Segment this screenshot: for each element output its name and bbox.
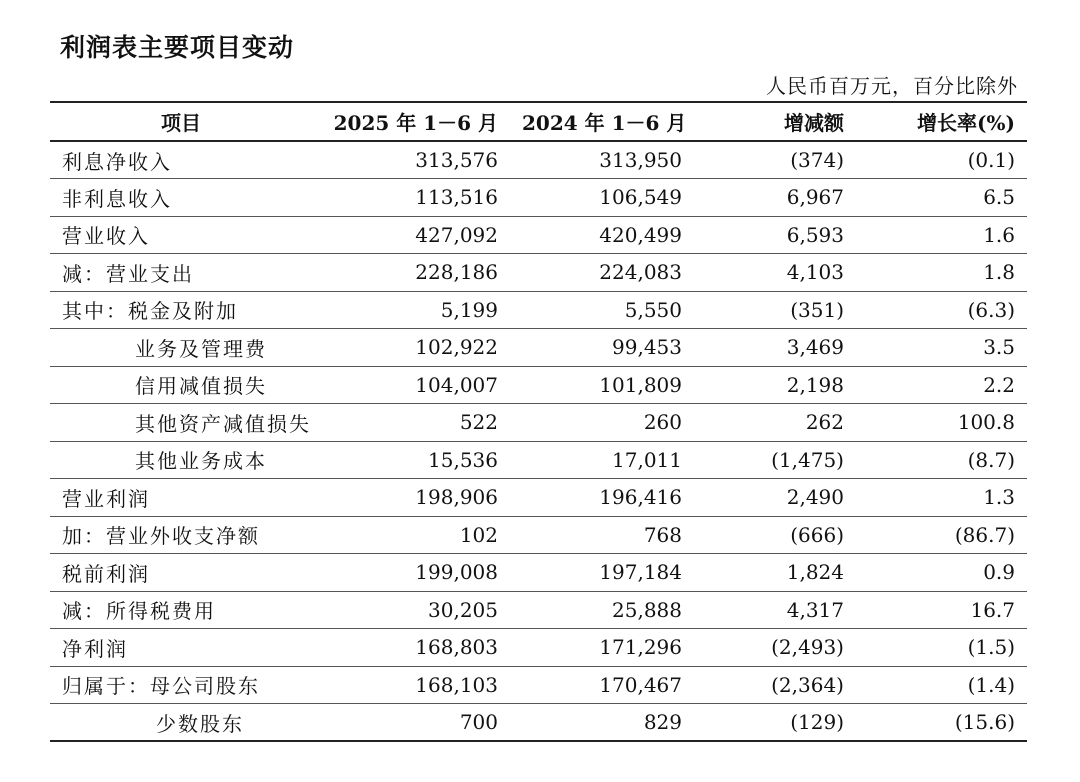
value-2024h1: 99,453 bbox=[612, 335, 682, 360]
table-body bbox=[50, 141, 1027, 741]
table-row bbox=[50, 704, 1027, 742]
value-change: 262 bbox=[805, 410, 844, 435]
value-2024h1: 196,416 bbox=[599, 485, 682, 510]
value-growth-rate: 100.8 bbox=[957, 410, 1015, 435]
column-header-growth-rate: 增长率(%) bbox=[917, 111, 1015, 135]
value-growth-rate: 0.9 bbox=[983, 560, 1015, 585]
value-change: (2,364) bbox=[771, 672, 844, 697]
value-2025h1: 228,186 bbox=[415, 260, 498, 285]
value-change: 3,469 bbox=[786, 335, 844, 360]
value-2025h1: 168,803 bbox=[415, 635, 498, 660]
value-growth-rate: (1.4) bbox=[967, 672, 1015, 697]
table-row bbox=[50, 666, 1027, 704]
column-header-2025h1: 2025 年 1－6 月 bbox=[333, 111, 498, 135]
value-growth-rate: 1.6 bbox=[983, 222, 1015, 247]
row-label: 加：营业外收支净额 bbox=[62, 524, 260, 549]
value-2024h1: 101,809 bbox=[599, 372, 682, 397]
table-row bbox=[50, 366, 1027, 404]
table-row bbox=[50, 404, 1027, 442]
table-row bbox=[50, 216, 1027, 254]
value-2024h1: 260 bbox=[643, 410, 682, 435]
value-growth-rate: 6.5 bbox=[983, 185, 1015, 210]
value-change: 2,490 bbox=[786, 485, 844, 510]
column-header-item: 项目 bbox=[161, 111, 201, 135]
value-2025h1: 5,199 bbox=[440, 297, 498, 322]
value-change: 6,967 bbox=[786, 185, 844, 210]
row-label: 其中：税金及附加 bbox=[62, 299, 238, 324]
value-change: (374) bbox=[790, 148, 844, 172]
table-row bbox=[50, 479, 1027, 517]
row-label: 归属于：母公司股东 bbox=[62, 674, 260, 699]
row-label: 其他业务成本 bbox=[135, 449, 267, 474]
value-2025h1: 15,536 bbox=[428, 447, 498, 472]
row-label: 营业收入 bbox=[62, 224, 150, 249]
row-label: 其他资产减值损失 bbox=[135, 411, 311, 436]
value-2025h1: 198,906 bbox=[415, 485, 498, 510]
value-2024h1: 170,467 bbox=[599, 672, 682, 697]
value-growth-rate: (8.7) bbox=[967, 447, 1015, 472]
value-2024h1: 5,550 bbox=[624, 297, 682, 322]
table-header-row bbox=[50, 102, 1027, 141]
income-statement-table bbox=[50, 101, 1027, 742]
value-2024h1: 17,011 bbox=[612, 447, 682, 472]
row-label: 税前利润 bbox=[62, 561, 150, 586]
value-change: 2,198 bbox=[786, 372, 844, 397]
column-header-change: 增减额 bbox=[784, 111, 844, 135]
value-2025h1: 102 bbox=[459, 522, 498, 547]
table-row bbox=[50, 591, 1027, 629]
value-2024h1: 106,549 bbox=[599, 185, 682, 210]
value-change: 6,593 bbox=[786, 222, 844, 247]
value-2024h1: 829 bbox=[643, 710, 682, 734]
table-row bbox=[50, 141, 1027, 179]
value-2024h1: 171,296 bbox=[599, 635, 682, 660]
value-change: 4,103 bbox=[786, 260, 844, 285]
row-label: 净利润 bbox=[62, 636, 128, 661]
row-label: 利息净收入 bbox=[62, 149, 172, 174]
value-2024h1: 25,888 bbox=[612, 597, 682, 622]
table-row bbox=[50, 329, 1027, 367]
table-row bbox=[50, 179, 1027, 217]
value-growth-rate: 16.7 bbox=[970, 597, 1015, 622]
row-label: 少数股东 bbox=[156, 711, 244, 736]
value-growth-rate: (1.5) bbox=[967, 635, 1015, 660]
value-2025h1: 522 bbox=[459, 410, 498, 435]
value-2024h1: 224,083 bbox=[599, 260, 682, 285]
column-header-2024h1: 2024 年 1－6 月 bbox=[522, 111, 687, 135]
row-label: 非利息收入 bbox=[62, 186, 172, 211]
table-row bbox=[50, 254, 1027, 292]
value-2025h1: 30,205 bbox=[428, 597, 498, 622]
value-2025h1: 113,516 bbox=[415, 185, 498, 210]
value-2024h1: 768 bbox=[643, 522, 682, 547]
row-label: 减：营业支出 bbox=[62, 261, 194, 286]
value-change: (666) bbox=[790, 522, 844, 547]
table-row bbox=[50, 291, 1027, 329]
row-label: 减：所得税费用 bbox=[62, 599, 216, 624]
value-2025h1: 104,007 bbox=[415, 372, 498, 397]
value-growth-rate: 1.8 bbox=[983, 260, 1015, 285]
table-row bbox=[50, 516, 1027, 554]
value-change: 1,824 bbox=[786, 560, 844, 585]
value-growth-rate: 3.5 bbox=[983, 335, 1015, 360]
value-change: 4,317 bbox=[786, 597, 844, 622]
row-label: 业务及管理费 bbox=[135, 336, 267, 361]
unit-note: 人民币百万元，百分比除外 bbox=[766, 74, 1018, 98]
value-2025h1: 313,576 bbox=[415, 148, 498, 172]
value-growth-rate: 2.2 bbox=[983, 372, 1015, 397]
value-change: (129) bbox=[790, 710, 844, 734]
value-2025h1: 199,008 bbox=[415, 560, 498, 585]
value-change: (351) bbox=[790, 297, 844, 322]
value-growth-rate: (15.6) bbox=[954, 710, 1015, 734]
value-2024h1: 420,499 bbox=[599, 222, 682, 247]
value-2025h1: 168,103 bbox=[415, 672, 498, 697]
table-row bbox=[50, 441, 1027, 479]
row-label: 信用减值损失 bbox=[135, 374, 267, 399]
table-row bbox=[50, 554, 1027, 592]
value-2025h1: 427,092 bbox=[415, 222, 498, 247]
value-change: (1,475) bbox=[771, 447, 844, 472]
value-growth-rate: (86.7) bbox=[954, 522, 1015, 547]
page-title: 利润表主要项目变动 bbox=[60, 33, 295, 62]
row-label: 营业利润 bbox=[62, 486, 150, 511]
value-2024h1: 197,184 bbox=[599, 560, 682, 585]
table-row bbox=[50, 629, 1027, 667]
value-growth-rate: 1.3 bbox=[983, 485, 1015, 510]
value-change: (2,493) bbox=[771, 635, 844, 660]
value-2025h1: 102,922 bbox=[415, 335, 498, 360]
value-2025h1: 700 bbox=[459, 710, 498, 734]
value-growth-rate: (0.1) bbox=[967, 148, 1015, 172]
value-growth-rate: (6.3) bbox=[967, 297, 1015, 322]
value-2024h1: 313,950 bbox=[599, 148, 682, 172]
